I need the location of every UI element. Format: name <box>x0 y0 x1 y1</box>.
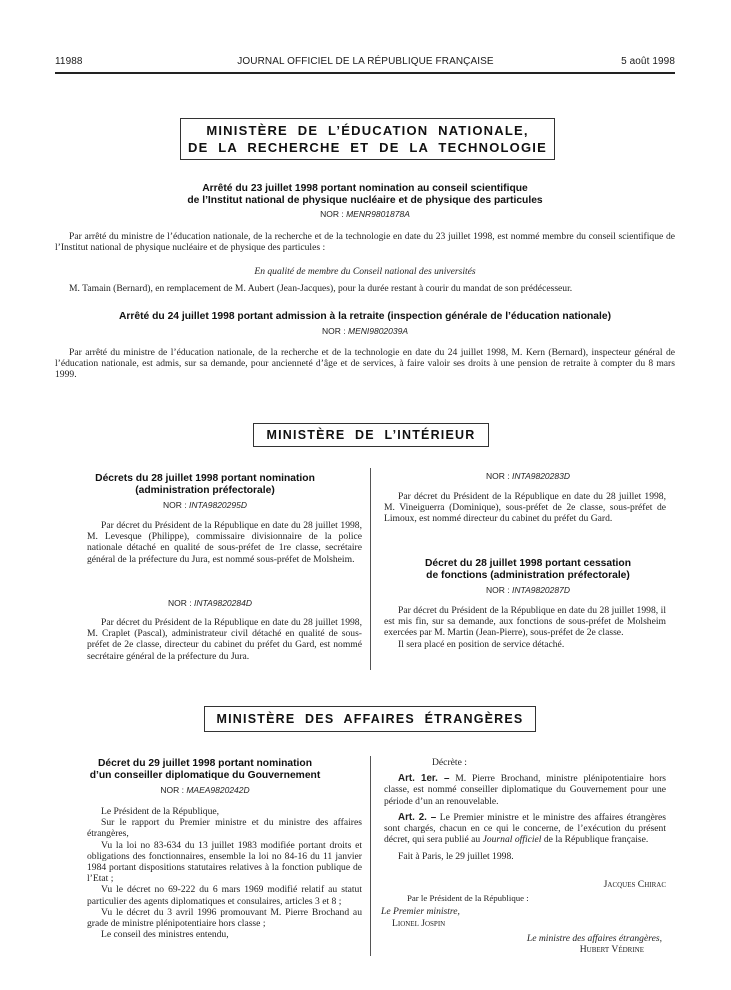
nor-label: NOR : <box>160 785 184 795</box>
act-body <box>55 283 675 294</box>
article-label: Art. 1er. – <box>398 773 450 785</box>
page-number: 11988 <box>55 56 83 67</box>
nor-code: MENI9802039A <box>347 326 408 336</box>
nor-reference <box>55 209 675 219</box>
nor-reference <box>55 500 355 510</box>
nor-code: INTA9820284D <box>194 598 252 608</box>
countersign-intro: Par le Président de la République : <box>407 893 529 903</box>
body-paragraph: Par arrêté du ministre de l’éducation nationale, de la recherche et de la technologie en date du 24 juillet 1998, M. Kern (Bernard), inspecteur général de l’éducation nationale, est admis, sur sa demande, pour ancienneté d’âge et de services, à faire valoir ses droits à une pension de retraite à compter du 8 mars 1999. <box>55 347 675 381</box>
ministry-heading-line: MINISTÈRE DE L’ÉDUCATION NATIONALE, <box>206 123 529 138</box>
ministry-heading-line: MINISTÈRE DES AFFAIRES ÉTRANGÈRES <box>216 712 524 726</box>
visa-paragraph: Vu le décret du 3 avril 1996 promouvant M. Pierre Brochand au grade de ministre plénipotentiaire hors classe ; <box>87 906 362 930</box>
body-paragraph: Par décret du Président de la République en date du 28 juillet 1998, M. Craplet (Pascal), administrateur civil détaché en qualité de sous-préfet de 2e classe, directeur du cabinet du préfet du Gard, est nommé secrétaire général de la préfecture du Jura. <box>87 617 362 662</box>
act-body <box>87 520 362 565</box>
act-title <box>55 183 675 207</box>
nor-reference <box>55 785 355 795</box>
header-rule <box>55 72 675 74</box>
visa-paragraph: Vu le décret no 69-222 du 6 mars 1969 modifié relatif au statut particulier des agents diplomatiques et consulaires, articles 3 et 8 ; <box>87 884 362 907</box>
nor-label: NOR : <box>168 598 192 608</box>
signatory-name: Lionel Jospin <box>392 918 446 929</box>
nor-label: NOR : <box>486 585 510 595</box>
act-body <box>87 617 362 662</box>
body-paragraph: Il sera placé en position de service détaché. <box>398 638 565 650</box>
act-title-line: de fonctions (administration préfectorale) <box>426 570 630 581</box>
act-title <box>55 473 355 497</box>
act-body <box>55 347 675 381</box>
body-paragraph: Par décret du Président de la République en date du 28 juillet 1998, il est mis fin, sur sa demande, aux fonctions de sous-préfet de Molsheim exercées par M. Martin (Jean-Pierre), sous-préfet de 2e classe. <box>384 605 666 639</box>
visa-paragraph: Le Président de la République, <box>101 806 220 817</box>
visas-block <box>87 806 362 940</box>
act-title-line: (administration préfectorale) <box>135 485 275 496</box>
article-text-italic: Journal officiel <box>482 834 542 846</box>
nor-label: NOR : <box>320 209 344 219</box>
ministry-heading-line: MINISTÈRE DE L’INTÉRIEUR <box>266 428 476 442</box>
body-paragraph: Par décret du Président de la République en date du 28 juillet 1998, M. Levesque (Philippe), commissaire divisionnaire de la police nationale détaché en qualité de sous-préfet de 1re classe, secrétaire général de la préfecture du Jura, est nommé sous-préfet de Molsheim. <box>87 520 362 565</box>
act-title-line: Décret du 28 juillet 1998 portant cessation <box>424 558 631 569</box>
by-president <box>407 893 667 904</box>
nor-code: INTA9820287D <box>512 585 570 595</box>
ministry-heading-education <box>180 118 555 160</box>
journal-title: JOURNAL OFFICIEL DE LA RÉPUBLIQUE FRANÇAISE <box>237 56 494 67</box>
act-title-line: de l’Institut national de physique nucléaire et de physique des particules <box>187 195 543 206</box>
done-at: Fait à Paris, le 29 juillet 1998. <box>398 851 514 863</box>
article-text: Le Premier ministre et le ministre des affaires étrangères sont chargés, chacun en ce qui le concerne, de l’exécution du présent décret, qui sera publié au <box>384 811 666 846</box>
fa-name <box>384 944 644 955</box>
publication-date: 5 août 1998 <box>621 56 675 67</box>
nor-label: NOR : <box>321 326 346 336</box>
body-paragraph: Par décret du Président de la République en date du 28 juillet 1998, M. Vineiguerra (Dominique), sous-préfet de 2e classe, sous-préfet de Limoux, est nommé directeur du cabinet du préfet du Gard. <box>384 491 666 525</box>
visa-paragraph: Sur le rapport du Premier ministre et du ministre des affaires étrangères, <box>87 817 362 840</box>
nor-code: INTA9820283D <box>512 471 570 481</box>
act-title <box>378 558 678 582</box>
nor-reference <box>55 598 365 608</box>
nor-reference <box>55 326 675 336</box>
visa-paragraph: Vu la loi no 83-634 du 13 juillet 1983 modifiée portant droits et obligations des fonctionnaires, ensemble la loi no 84-16 du 11 janvier 1984 portant dispositions statutaires relatives à la fonction publique de l’Etat ; <box>87 839 362 885</box>
ministry-heading-foreign-affairs <box>204 706 536 732</box>
article-2 <box>384 812 666 846</box>
nor-code: MAEA9820242D <box>186 785 250 795</box>
ministry-heading-interior <box>253 423 489 447</box>
act-title <box>55 758 355 782</box>
pm-name <box>392 918 652 929</box>
nor-label: NOR : <box>486 471 510 481</box>
article-text: de la République française. <box>543 834 649 846</box>
signatory-title: Le Premier ministre, <box>381 906 460 917</box>
pm-title <box>381 906 641 917</box>
nor-code: INTA9820295D <box>189 500 247 510</box>
article-label: Art. 2. – <box>398 811 437 823</box>
act-title <box>55 311 675 323</box>
subheading-text: En qualité de membre du Conseil national des universités <box>254 266 476 277</box>
nor-reference <box>378 471 678 481</box>
act-body <box>384 491 666 525</box>
signatory-title: Le ministre des affaires étrangères, <box>526 933 662 944</box>
body-paragraph: M. Tamain (Bernard), en remplacement de M. Aubert (Jean-Jacques), pour la durée restant à courir du mandat de son prédécesseur. <box>69 283 573 294</box>
act-title-line: Arrêté du 24 juillet 1998 portant admission à la retraite (inspection générale de l’éducation nationale) <box>118 311 612 322</box>
column-rule <box>370 468 371 670</box>
act-subheading <box>55 266 675 277</box>
act-title-line: d’un conseiller diplomatique du Gouvernement <box>89 770 321 781</box>
signatory-name: Hubert Védrine <box>579 944 644 955</box>
fa-title <box>384 933 662 944</box>
act-title-line: Décret du 29 juillet 1998 portant nomination <box>98 758 312 769</box>
decrete-line: Décrète : <box>432 757 467 768</box>
ministry-heading-line: DE LA RECHERCHE ET DE LA TECHNOLOGIE <box>188 140 547 155</box>
signature-president <box>384 879 666 890</box>
act-title-line: Décrets du 28 juillet 1998 portant nomination <box>95 473 315 484</box>
act-title-line: Arrêté du 23 juillet 1998 portant nomination au conseil scientifique <box>202 183 528 194</box>
body-paragraph: Par arrêté du ministre de l’éducation nationale, de la recherche et de la technologie en date du 23 juillet 1998, est nommé membre du conseil scientifique de l’Institut national de physique nucléaire et de physique des particules : <box>55 231 675 254</box>
article-text: M. Pierre Brochand, ministre plénipotentiaire hors classe, est nommé conseiller diplomatique du Gouvernement pour une période d’un an renouvelable. <box>384 773 666 807</box>
article-1 <box>384 773 666 807</box>
nor-label: NOR : <box>163 500 187 510</box>
decree-articles <box>384 757 666 863</box>
nor-reference <box>378 585 678 595</box>
column-rule <box>370 756 371 956</box>
act-body <box>384 605 666 650</box>
nor-code: MENR9801878A <box>346 209 410 219</box>
act-body <box>55 231 675 253</box>
signatory-name: Jacques Chirac <box>603 879 666 890</box>
visa-paragraph: Le conseil des ministres entendu, <box>101 929 229 941</box>
